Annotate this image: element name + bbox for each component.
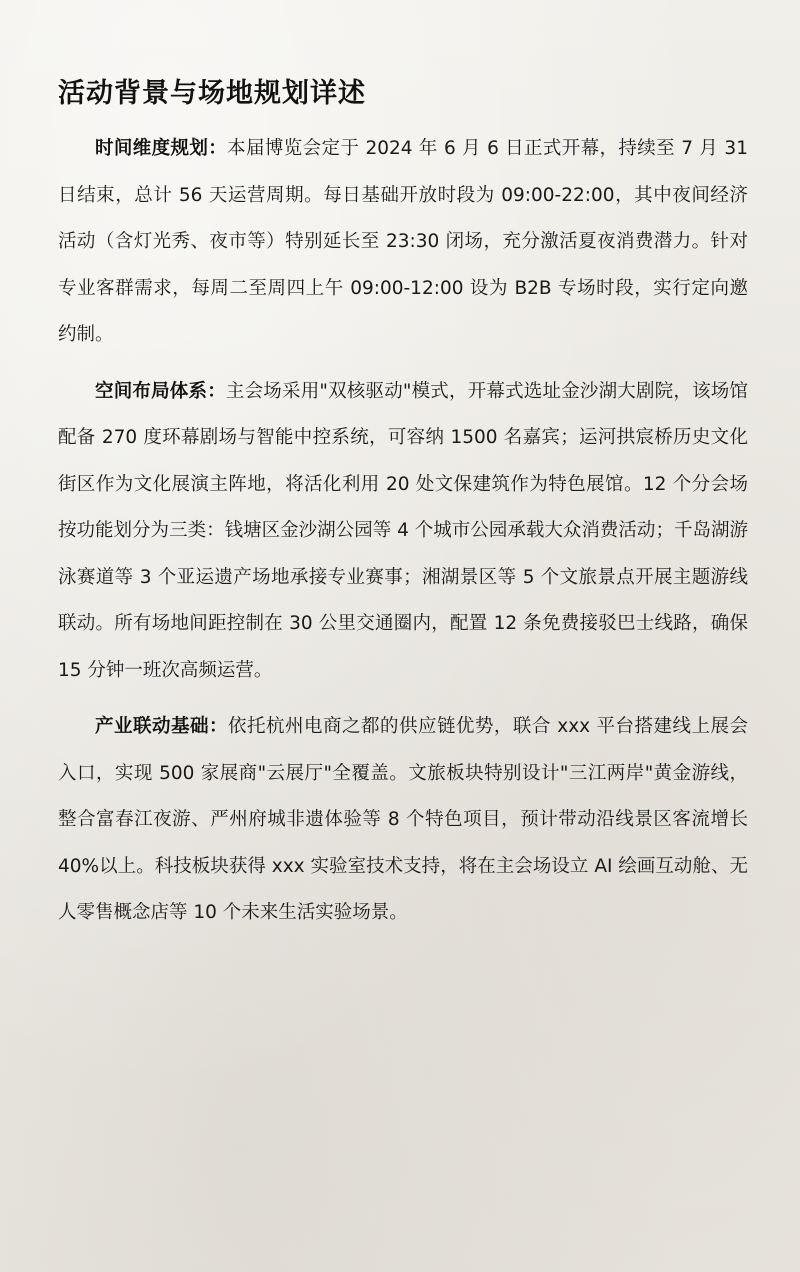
document-title: 活动背景与场地规划详述 — [58, 78, 366, 109]
section-heading-time: 时间维度规划 — [95, 138, 209, 159]
section-industry-linkage — [58, 704, 748, 937]
section-time-planning — [58, 126, 748, 359]
section-heading-industry: 产业联动基础 — [95, 716, 209, 737]
section-body-industry: 依托杭州电商之都的供应链优势，联合 xxx 平台搭建线上展会入口，实现 500 家展商"云展厅"全覆盖。文旅板块特别设计"三江两岸"黄金游线，整合富春江夜游、严州府城非遗体验等 8 个特色项目，预计带动沿线景区客流增长 40%以上。科技板块获得 xxx 实验室技术支持，将在主会场设立 AI 绘画互动舱、无人零售概念店等 10 个未来生活实验场景。 — [58, 716, 748, 923]
section-space-layout — [58, 369, 748, 695]
section-body-space: 主会场采用"双核驱动"模式，开幕式选址金沙湖大剧院，该场馆配备 270 度环幕剧场与智能中控系统，可容纳 1500 名嘉宾；运河拱宸桥历史文化街区作为文化展演主阵地，将活化利用 20 处文保建筑作为特色展馆。12 个分会场按功能划分为三类：钱塘区金沙湖公园等 4 个城市公园承载大众消费活动；千岛湖游泳赛道等 3 个亚运遗产场地承接专业赛事；湘湖景区等 5 个文旅景点开展主题游线联动。所有场地间距控制在 30 公里交通圈内，配置 12 条免费接驳巴士线路，确保 15 分钟一班次高频运营。 — [58, 380, 748, 681]
section-separator: ： — [207, 380, 226, 402]
section-heading-space: 空间布局体系 — [95, 380, 208, 402]
section-body-time: 本届博览会定于 2024 年 6 月 6 日正式开幕，持续至 7 月 31 日结束，总计 56 天运营周期。每日基础开放时段为 09:00-22:00，其中夜间经济活动（含灯光秀、夜市等）特别延长至 23:30 闭场，充分激活夏夜消费潜力。针对专业客群需求，每周二至周四上午 09:00-12:00 设为 B2B 专场时段，实行定向邀约制。 — [58, 138, 748, 345]
section-separator: ： — [208, 716, 228, 737]
section-separator: ： — [208, 138, 228, 159]
